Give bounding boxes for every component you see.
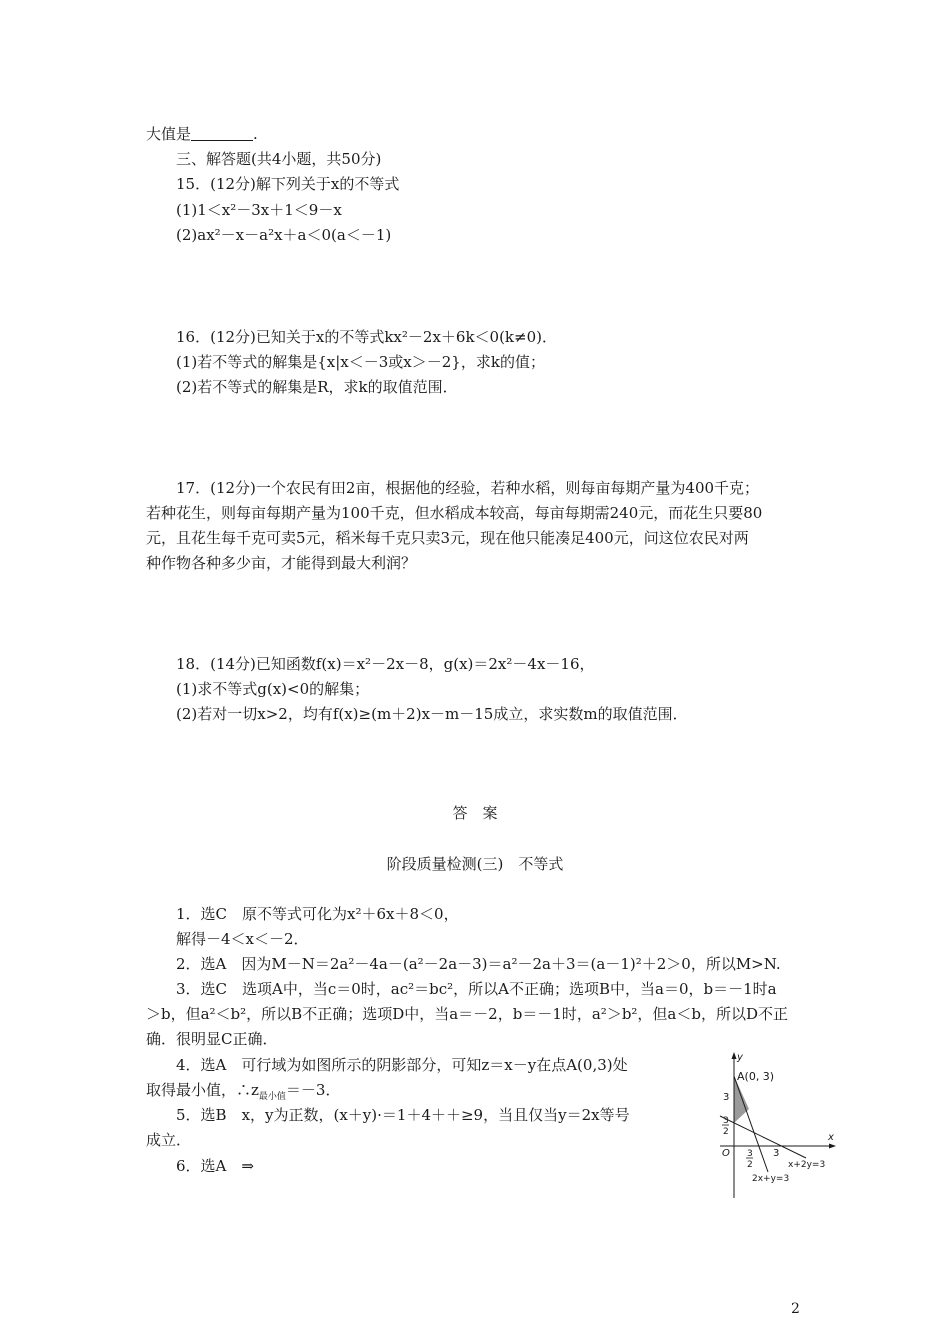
answers-title: 答 案 (452, 804, 498, 822)
q17-line1: 17．(12分)一个农民有田2亩，根据他的经验，若种水稻，则每亩每期产量为400千克； (176, 479, 760, 497)
x-axis-arrow (829, 1144, 836, 1149)
answer-4: 4．选A 可行域为如图所示的阴影部分，可知z＝x－y在点A(0,3)处 (176, 1056, 628, 1074)
answer-5: 5．选B x，y为正数，(x＋y)·＝1＋4＋＋≥9，当且仅当y＝2x等号 (176, 1106, 630, 1124)
answer-4-cont: 取得最小值，$\therefore z_{最小值}=-3$． (146, 1081, 341, 1102)
answer-1-cont: 解得－4＜x＜－2． (176, 930, 309, 948)
q15-stem: 15．(12分)解下列关于x的不等式 (176, 175, 400, 193)
point-a-label: A(0, 3) (737, 1070, 775, 1083)
answer-blank[interactable] (191, 126, 253, 141)
line-x-plus-2y-eq-3 (720, 1116, 806, 1158)
answer-5-cont: 成立． (146, 1131, 192, 1149)
y-tick-3-over-2-den: 2 (723, 1127, 729, 1137)
q18-part1: (1)求不等式g(x)<0的解集； (176, 680, 370, 698)
x-tick-3: 3 (773, 1148, 780, 1159)
answer-3-cont2: 确．很明显C正确． (146, 1030, 278, 1048)
x-tick-3-over-2-den: 2 (747, 1160, 753, 1170)
answer-6: 6．选A ⇒ (176, 1157, 254, 1175)
section-3-heading: 三、解答题(共4小题，共50分) (176, 150, 382, 168)
answer-3: 3．选C 选项A中，当c＝0时，ac²＝bc²，所以A不正确；选项B中，当a＝0，b＝－1时a (176, 980, 777, 998)
q16-stem: 16．(12分)已知关于x的不等式kx²－2x＋6k＜0(k≠0)． (176, 328, 557, 346)
y-axis-label: y (737, 1052, 743, 1063)
x-axis-label: x (828, 1132, 834, 1143)
q18-stem: 18．(14分)已知函数f(x)＝x²－2x－8，g(x)＝2x²－4x－16， (176, 655, 595, 673)
origin-label: O (722, 1148, 730, 1159)
answer-1: 1．选C 原不等式可化为x²＋6x＋8＜0， (176, 905, 459, 923)
q17-line4: 种作物各种多少亩，才能得到最大利润？ (146, 554, 417, 572)
answer-2: 2．选A 因为M－N＝2a²－4a－(a²－2a－3)＝a²－2a＋3＝(a－1)²＋2＞0，所以M>N. (176, 955, 781, 973)
feasible-region-graph (712, 1050, 840, 1198)
y-axis-arrow (732, 1052, 737, 1059)
y-tick-3: 3 (723, 1092, 730, 1103)
q15-part1: (1)1＜x²－3x＋1＜9－x (176, 201, 342, 219)
q16-part2: (2)若不等式的解集是R，求k的取值范围． (176, 378, 458, 396)
q16-part1: (1)若不等式的解集是{x|x＜－3或x＞－2}，求k的值； (176, 353, 545, 371)
line-x-plus-2y-label: x+2y=3 (788, 1160, 826, 1170)
answers-subtitle: 阶段质量检测(三) 不等式 (386, 855, 564, 873)
q15-part2: (2)ax²－x－a²x＋a＜0(a＜－1) (176, 226, 392, 244)
q14-tail: 大值是 . (146, 125, 258, 143)
q18-part2: (2)若对一切x>2，均有f(x)≥(m＋2)x－m－15成立，求实数m的取值范围． (176, 705, 688, 723)
q17-line3: 元，且花生每千克可卖5元，稻米每千克只卖3元，现在他只能凑足400元，问这位农民对两 (146, 529, 749, 547)
x-tick-3-over-2-num: 3 (747, 1149, 753, 1159)
y-tick-3-over-2-num: 3 (723, 1116, 729, 1126)
q17-line2: 若种花生，则每亩每期产量为100千克，但水稻成本较高，每亩每期需240元，而花生只要80 (146, 504, 763, 522)
line-2x-plus-y-label: 2x+y=3 (752, 1174, 790, 1184)
answer-3-cont1: ＞b，但a²＜b²，所以B不正确；选项D中，当a＝－2，b＝－1时，a²＞b²，但a＜b，所以D不正 (146, 1005, 789, 1023)
page-number: 2 (791, 1301, 800, 1317)
